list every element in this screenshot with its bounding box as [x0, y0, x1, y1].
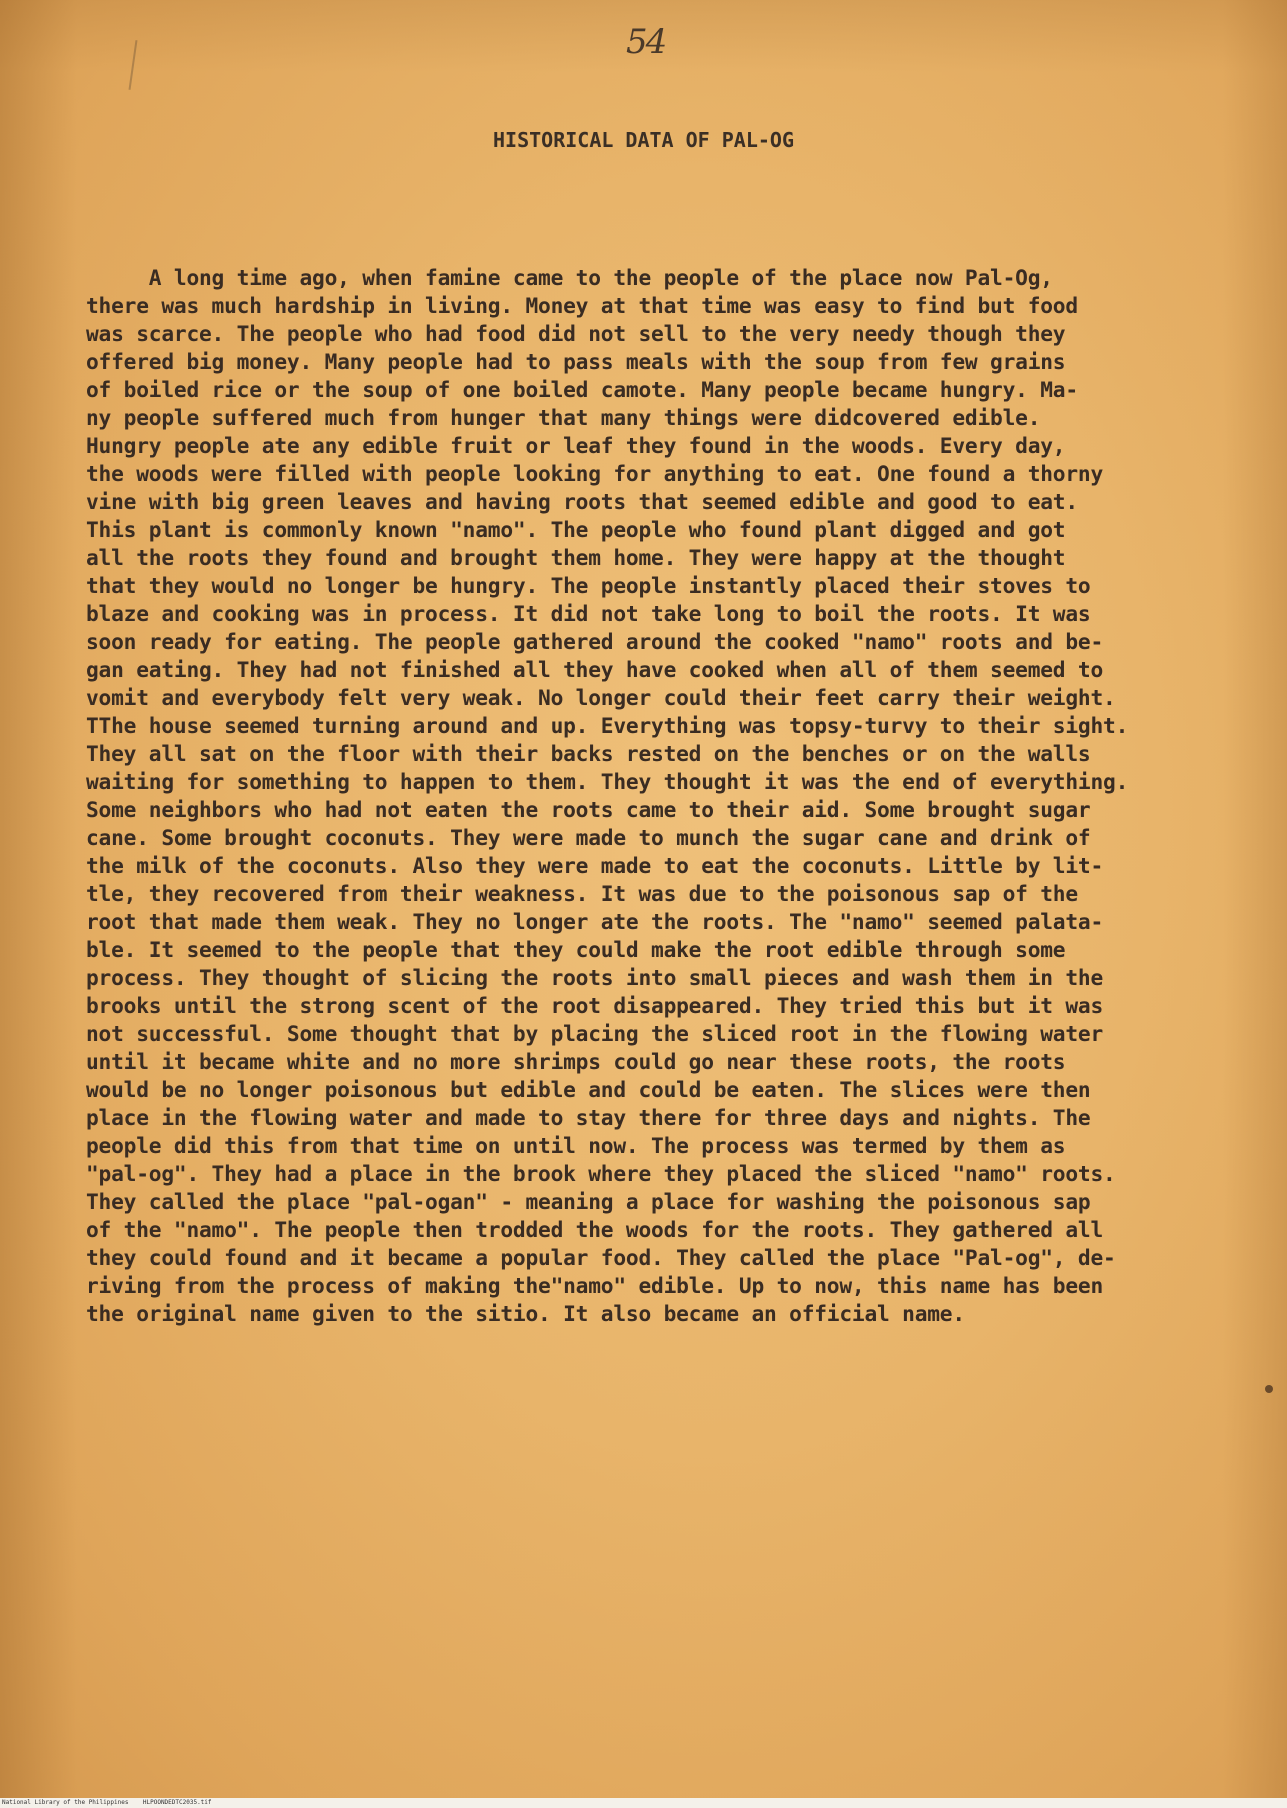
text-line: of boiled rice or the soup of one boiled camote. Many people became hungry. Ma- [86, 377, 1078, 402]
text-line: soon ready for eating. The people gathered around the cooked "namo" roots and be- [86, 629, 1104, 654]
text-line: people did this from that time on until now. The process was termed by them as [86, 1133, 1066, 1158]
text-line: This plant is commonly known "namo". The people who found plant digged and got [86, 517, 1066, 542]
text-line: the original name given to the sitio. It also became an official name. [86, 1301, 965, 1326]
text-line: that they would no longer be hungry. The people instantly placed their stoves to [86, 573, 1091, 598]
text-line: They called the place "pal-ogan" - meaning a place for washing the poisonous sap [86, 1189, 1091, 1214]
text-line: until it became white and no more shrimps could go near these roots, the roots [86, 1049, 1066, 1074]
ink-dot [1265, 1385, 1273, 1393]
text-line: process. They thought of slicing the roots into small pieces and wash them in the [86, 965, 1104, 990]
text-line: tle, they recovered from their weakness. It was due to the poisonous sap of the [86, 881, 1078, 906]
document-title: HISTORICAL DATA OF PAL-OG [492, 128, 795, 152]
text-line: Hungry people ate any edible fruit or leaf they found in the woods. Every day, [86, 433, 1066, 458]
body-paragraph [86, 264, 1266, 1328]
text-line: TThe house seemed turning around and up. Everything was topsy-turvy to their sight. [86, 713, 1129, 738]
text-line: Some neighbors who had not eaten the roots came to their aid. Some brought sugar [86, 797, 1091, 822]
text-line: brooks until the strong scent of the root disappeared. They tried this but it was [86, 993, 1104, 1018]
text-line: They all sat on the floor with their backs rested on the benches or on the walls [86, 741, 1091, 766]
text-line: blaze and cooking was in process. It did not take long to boil the roots. It was [86, 601, 1091, 626]
text-line: offered big money. Many people had to pass meals with the soup from few grains [86, 349, 1066, 374]
text-line: not successful. Some thought that by placing the sliced root in the flowing water [86, 1021, 1104, 1046]
pencil-mark [129, 40, 138, 90]
text-line: vine with big green leaves and having roots that seemed edible and good to eat. [86, 489, 1078, 514]
text-line: root that made them weak. They no longer ate the roots. The "namo" seemed palata- [86, 909, 1104, 934]
text-line: of the "namo". The people then trodded the woods for the roots. They gathered all [86, 1217, 1104, 1242]
text-line: A long time ago, when famine came to the people of the place now Pal-Og, [86, 265, 1053, 290]
text-line: the milk of the coconuts. Also they were made to eat the coconuts. Little by lit- [86, 853, 1104, 878]
text-line: "pal-og". They had a place in the brook where they placed the sliced "namo" roots. [86, 1161, 1116, 1186]
archive-footer: National Library of the Philippines HLPOONDEDTC2035.tif [0, 1798, 1287, 1808]
page-number: 54 [626, 22, 666, 62]
text-line: riving from the process of making the"namo" edible. Up to now, this name has been [86, 1273, 1104, 1298]
text-line: place in the flowing water and made to stay there for three days and nights. The [86, 1105, 1091, 1130]
text-line: was scarce. The people who had food did not sell to the very needy though they [86, 321, 1066, 346]
text-line: the woods were filled with people looking for anything to eat. One found a thorny [86, 461, 1104, 486]
text-line: ny people suffered much from hunger that many things were didcovered edible. [86, 405, 1041, 430]
text-line: ble. It seemed to the people that they could make the root edible through some [86, 937, 1066, 962]
text-line: vomit and everybody felt very weak. No longer could their feet carry their weight. [86, 685, 1116, 710]
text-line: would be no longer poisonous but edible and could be eaten. The slices were then [86, 1077, 1091, 1102]
text-line: gan eating. They had not finished all they have cooked when all of them seemed to [86, 657, 1104, 682]
text-line: all the roots they found and brought them home. They were happy at the thought [86, 545, 1066, 570]
text-line: there was much hardship in living. Money at that time was easy to find but food [86, 293, 1078, 318]
text-line: they could found and it became a popular food. They called the place "Pal-og", de- [86, 1245, 1116, 1270]
text-line: waiting for something to happen to them. They thought it was the end of everything. [86, 769, 1129, 794]
text-line: cane. Some brought coconuts. They were made to munch the sugar cane and drink of [86, 825, 1091, 850]
